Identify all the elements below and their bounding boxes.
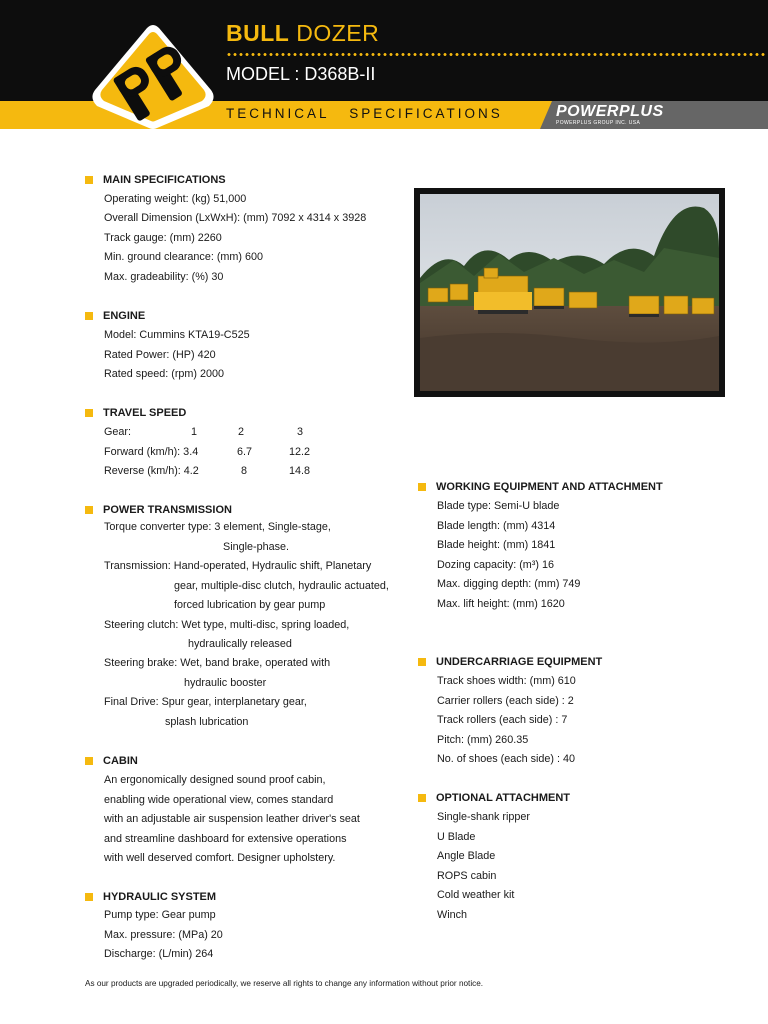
section-title: OPTIONAL ATTACHMENT — [436, 791, 571, 804]
section-title: MAIN SPECIFICATIONS — [103, 173, 226, 186]
spec-line: splash lubrication — [165, 716, 249, 728]
section-engine — [85, 306, 145, 325]
section-title: POWER TRANSMISSION — [103, 503, 232, 516]
product-title — [226, 20, 379, 47]
footer-disclaimer: As our products are upgraded periodically, we reserve all rights to change any information without prior notice. — [85, 979, 484, 988]
dotted-divider — [226, 53, 766, 56]
bullet-square — [85, 757, 93, 765]
company-logo — [85, 22, 220, 132]
spec-line: No. of shoes (each side) : 40 — [437, 753, 576, 765]
product-title-rest: DOZER — [296, 20, 380, 46]
spec-line: Min. ground clearance: (mm) 600 — [104, 251, 264, 263]
model-number: MODEL : D368B-II — [226, 64, 376, 84]
section-optional-attachment — [418, 788, 570, 807]
section-title: CABIN — [103, 754, 138, 767]
spec-line: Track shoes width: (mm) 610 — [437, 675, 576, 687]
spec-line: Cold weather kit — [437, 889, 515, 901]
spec-line: Track gauge: (mm) 2260 — [104, 232, 222, 244]
technical-specifications-banner: TECHNICAL SPECIFICATIONS — [226, 106, 503, 121]
travel-cell: 8 — [241, 465, 248, 477]
section-title: ENGINE — [103, 309, 146, 322]
travel-cell: 2 — [238, 426, 245, 438]
brand-subtitle: POWERPLUS GROUP INC. USA — [556, 120, 641, 126]
section-cabin — [85, 751, 138, 770]
section-hydraulic-system — [85, 887, 216, 906]
spec-line: Discharge: (L/min) 264 — [104, 948, 214, 960]
section-travel-speed — [85, 403, 186, 422]
spec-line: hydraulic booster — [184, 677, 267, 689]
spec-line: Overall Dimension (LxWxH): (mm) 7092 x 4314 x 3928 — [104, 212, 367, 224]
spec-line: Winch — [437, 909, 467, 921]
spec-line: Single-phase. — [223, 541, 290, 553]
spec-line: Model: Cummins KTA19-C525 — [104, 329, 250, 341]
section-title: WORKING EQUIPMENT AND ATTACHMENT — [436, 480, 663, 493]
bullet-square — [85, 176, 93, 184]
spec-line: Dozing capacity: (m³) 16 — [437, 559, 555, 571]
spec-line: Steering brake: Wet, band brake, operated with — [104, 657, 331, 669]
spec-line: ROPS cabin — [437, 870, 497, 882]
spec-line: Pitch: (mm) 260.35 — [437, 734, 529, 746]
bullet-square — [418, 658, 426, 666]
spec-line: Single-shank ripper — [437, 811, 531, 823]
product-title-bold: BULL — [226, 20, 290, 46]
section-working-equipment — [418, 477, 663, 496]
bulldozer-photo — [414, 188, 725, 397]
travel-row-label: Reverse (km/h): 4.2 — [104, 465, 199, 477]
bulldozer-fleet-image — [414, 188, 725, 397]
spec-line: with well deserved comfort. Designer upholstery. — [104, 852, 336, 864]
spec-line: Final Drive: Spur gear, interplanetary gear, — [104, 696, 307, 708]
spec-line: Blade length: (mm) 4314 — [437, 520, 556, 532]
spec-line: Steering clutch: Wet type, multi-disc, spring loaded, — [104, 619, 350, 631]
section-main-specifications — [85, 170, 226, 189]
travel-cell: 14.8 — [289, 465, 311, 477]
section-title: TRAVEL SPEED — [103, 406, 187, 419]
spec-line: Carrier rollers (each side) : 2 — [437, 695, 574, 707]
spec-line: enabling wide operational view, comes standard — [104, 794, 334, 806]
bullet-square — [418, 794, 426, 802]
spec-line: Rated Power: (HP) 420 — [104, 349, 216, 361]
spec-line: gear, multiple-disc clutch, hydraulic actuated, — [174, 580, 389, 592]
section-title: HYDRAULIC SYSTEM — [103, 890, 217, 903]
spec-line: Pump type: Gear pump — [104, 909, 216, 921]
section-power-transmission — [85, 500, 232, 519]
spec-line: Track rollers (each side) : 7 — [437, 714, 568, 726]
section-undercarriage-equipment — [418, 652, 602, 671]
spec-line: Transmission: Hand-operated, Hydraulic shift, Planetary — [104, 560, 372, 572]
spec-line: Max. gradeability: (%) 30 — [104, 271, 224, 283]
spec-line: forced lubrication by gear pump — [174, 599, 326, 611]
spec-line: Blade type: Semi-U blade — [437, 500, 560, 512]
brand-logo-text: POWERPLUS — [556, 103, 664, 120]
spec-line: An ergonomically designed sound proof cabin, — [104, 774, 326, 786]
bullet-square — [85, 409, 93, 417]
section-title: UNDERCARRIAGE EQUIPMENT — [436, 655, 603, 668]
spec-line: Rated speed: (rpm) 2000 — [104, 368, 225, 380]
travel-row-label: Gear: — [104, 426, 132, 438]
travel-row-label: Forward (km/h): 3.4 — [104, 446, 199, 458]
spec-line: Blade height: (mm) 1841 — [437, 539, 556, 551]
spec-line: Max. digging depth: (mm) 749 — [437, 578, 581, 590]
bullet-square — [85, 893, 93, 901]
spec-line: Max. pressure: (MPa) 20 — [104, 929, 223, 941]
spec-line: U Blade — [437, 831, 476, 843]
bullet-square — [418, 483, 426, 491]
bullet-square — [85, 312, 93, 320]
spec-line: hydraulically released — [188, 638, 292, 650]
spec-line: and streamline dashboard for extensive operations — [104, 833, 347, 845]
travel-cell: 3 — [297, 426, 304, 438]
spec-line: Max. lift height: (mm) 1620 — [437, 598, 565, 610]
travel-cell: 6.7 — [237, 446, 253, 458]
spec-line: Operating weight: (kg) 51,000 — [104, 193, 247, 205]
spec-line: Torque converter type: 3 element, Single-stage, — [104, 521, 331, 533]
spec-line: Angle Blade — [437, 850, 496, 862]
spec-line: with an adjustable air suspension leather driver's seat — [104, 813, 360, 825]
travel-cell: 12.2 — [289, 446, 311, 458]
bullet-square — [85, 506, 93, 514]
travel-cell: 1 — [191, 426, 198, 438]
